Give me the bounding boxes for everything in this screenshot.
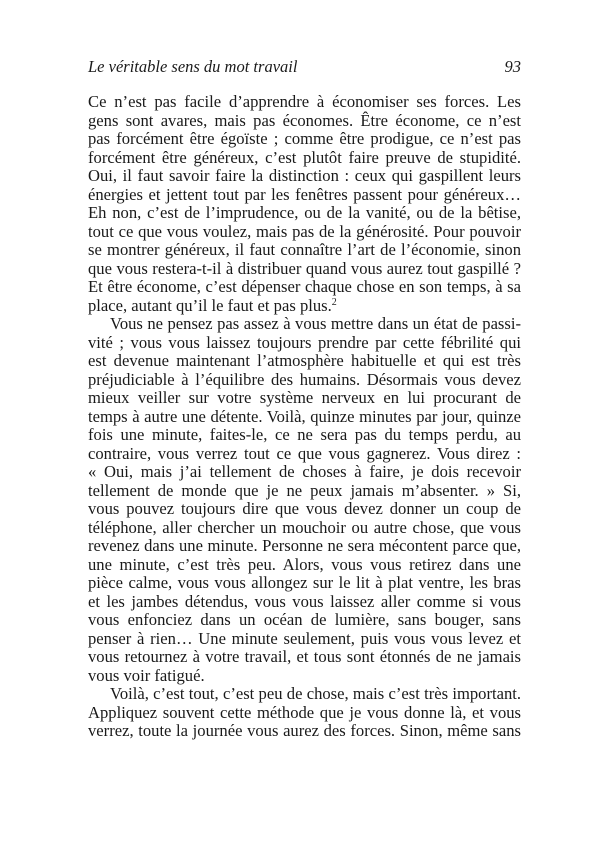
paragraph-3	[88, 685, 521, 741]
text-line: vous enfonciez dans un océan de lumière, sans bouger, sans	[88, 610, 521, 629]
text-line: vité ; vous vous laissez toujours prendre par cette fébrilité qui	[88, 332, 521, 352]
text-line: tout ce que vous voulez, mais pas de la générosité. Pour pouvoir	[88, 221, 521, 241]
text-line: contraire, vous verrez tout ce que vous gagnerez. Vous direz :	[88, 443, 521, 463]
text-line: Et être économe, c’est dépenser chaque chose en son temps, à sa	[88, 277, 521, 296]
text-line: fois une minute, faites-le, ce ne sera pas du temps perdu, au	[88, 425, 521, 444]
page-number: 93	[504, 57, 521, 76]
text-line: « Oui, mais j’ai tellement de choses à faire, je dois recevoir	[88, 462, 521, 481]
text-line: se montrer généreux, il faut connaître l’art de l’économie, sinon	[88, 240, 521, 259]
paragraph-2	[88, 315, 521, 685]
text-line: penser à rien… Une minute seulement, puis vous vous levez et	[88, 628, 521, 648]
text-line: Voilà, c’est tout, c’est peu de chose, mais c’est très important.	[110, 684, 521, 703]
page-header	[88, 57, 521, 77]
text-line: que vous restera-t-il à distribuer quand vous aurez tout gaspillé ?	[88, 258, 521, 278]
text-line: téléphone, aller chercher un mouchoir ou autre chose, que vous	[88, 517, 521, 537]
paragraph-1	[88, 93, 521, 315]
text-line: pièce calme, vous vous allongez sur le lit à plat ventre, les bras	[88, 573, 521, 592]
text-line: et les jambes détendus, vous vous laissez aller comme si vous	[88, 591, 521, 611]
text-line-content: place, autant qu’il le faut et pas plus.	[88, 295, 332, 315]
text-line	[88, 297, 521, 316]
text-line: une minute, c’est très peu. Alors, vous vous retirez dans une	[88, 554, 521, 574]
text-line: Vous ne pensez pas assez à vous mettre dans un état de passi-	[110, 314, 521, 333]
text-line: vous pouvez toujours dire que vous devez donner un coup de	[88, 499, 521, 518]
running-title: Le véritable sens du mot travail	[88, 57, 298, 76]
text-line: Ce n’est pas facile d’apprendre à économiser ses forces. Les	[88, 92, 521, 111]
text-line: mieux veiller sur votre système nerveux en lui procurant de	[88, 388, 521, 407]
footnote-reference[interactable]: 2	[331, 296, 337, 308]
text-line: forcément être généreux, c’est plutôt faire preuve de stupidité.	[88, 147, 521, 167]
text-line: revenez dans une minute. Personne ne sera mécontent parce que,	[88, 536, 521, 555]
text-line: temps à autre une détente. Voilà, quinze minutes par jour, quinze	[88, 406, 521, 426]
text-line: vous retournez à votre travail, et tous sont étonnés de ne jamais	[88, 647, 521, 666]
text-line: est devenue maintenant l’atmosphère habituelle et qui est très	[88, 351, 521, 370]
text-line: Eh non, c’est de l’imprudence, ou de la vanité, ou de la bêtise,	[88, 203, 521, 222]
text-line: vous voir fatigué.	[88, 665, 205, 685]
text-line: gens sont avares, mais pas économes. Être économe, ce n’est	[88, 110, 521, 130]
text-line: Appliquez souvent cette méthode que je vous donne là, et vous	[88, 702, 521, 722]
text-line: préjudiciable à l’équilibre des humains. Désormais vous devez	[88, 369, 521, 389]
text-line: énergies et jettent tout par les fenêtres passent pour généreux…	[88, 184, 521, 204]
body-text	[88, 93, 521, 741]
text-line: tellement de monde que je ne peux jamais m’absenter. » Si,	[88, 480, 521, 500]
text-line: Oui, il faut savoir faire la distinction : ceux qui gaspillent leurs	[88, 166, 521, 185]
text-line: pas forcément être égoïste ; comme être prodigue, ce n’est pas	[88, 129, 521, 148]
text-line: verrez, toute la journée vous aurez des forces. Sinon, même sans	[88, 721, 521, 740]
